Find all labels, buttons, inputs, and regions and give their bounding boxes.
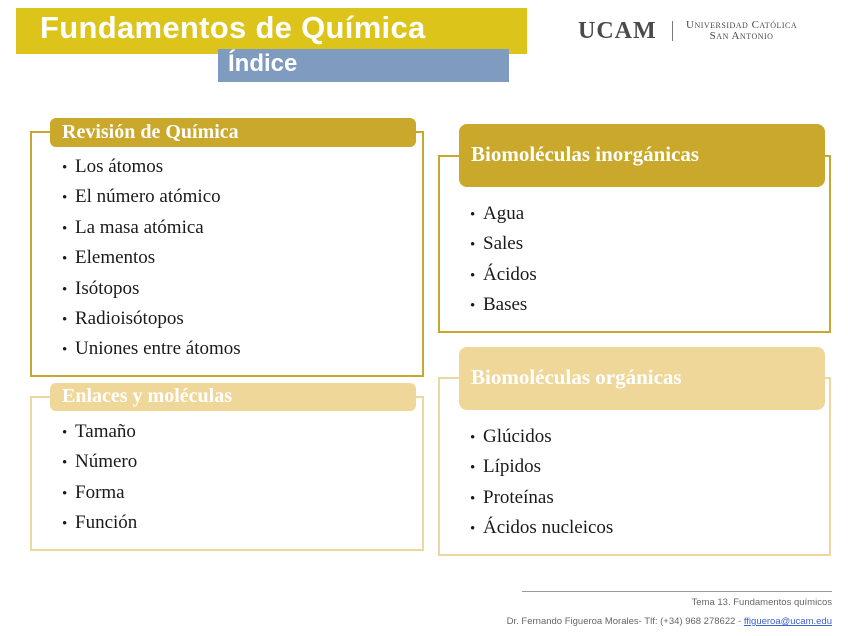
- logo-university-line1: Universidad Católica: [686, 19, 798, 31]
- list-item: • Lípidos: [470, 456, 542, 478]
- footer-contact-text: Dr. Fernando Figueroa Morales- Tlf: (+34) 968 278622 -: [506, 616, 744, 627]
- list-item: • Glúcidos: [470, 426, 552, 447]
- section-title-organicas: Biomoléculas orgánicas: [459, 347, 825, 410]
- list-item: • Elementos: [62, 247, 156, 269]
- list-item: • Proteínas: [470, 486, 554, 508]
- list-item: • Sales: [470, 233, 524, 255]
- section-list-revision: [62, 152, 241, 365]
- list-item: • El número atómico: [62, 186, 221, 208]
- logo-separator: [672, 21, 673, 41]
- list-item: • Ácidos nucleicos: [470, 517, 614, 539]
- section-title-inorganicas: Biomoléculas inorgánicas: [459, 124, 825, 187]
- list-item: • Bases: [470, 294, 528, 316]
- logo-mark: UCAM: [578, 18, 657, 44]
- list-item: • Forma: [62, 481, 125, 503]
- logo-university-line2: San Antonio: [709, 30, 774, 42]
- list-item: • Tamaño: [62, 421, 136, 442]
- list-item: • Agua: [470, 203, 525, 224]
- section-list-organicas: [470, 422, 613, 544]
- list-item: • Radioisótopos: [62, 307, 184, 329]
- list-item: • Los átomos: [62, 156, 164, 177]
- page-subtitle: Índice: [228, 50, 298, 77]
- footer-contact: [507, 616, 832, 627]
- footer-divider: [522, 591, 832, 592]
- section-list-inorganicas: [470, 199, 537, 321]
- page-title: Fundamentos de Química: [40, 10, 426, 45]
- list-item: • Función: [62, 512, 138, 534]
- list-item: • Isótopos: [62, 277, 140, 299]
- list-item: • La masa atómica: [62, 216, 204, 238]
- list-item: • Ácidos: [470, 263, 537, 285]
- section-list-enlaces: [62, 417, 137, 539]
- footer-topic: Tema 13. Fundamentos químicos: [691, 597, 832, 608]
- section-title-enlaces: Enlaces y moléculas: [50, 383, 416, 411]
- section-title-revision: Revisión de Química: [50, 118, 416, 147]
- footer-email-link[interactable]: ffigueroa@ucam.edu: [743, 616, 832, 627]
- list-item: • Uniones entre átomos: [62, 338, 241, 360]
- list-item: • Número: [62, 451, 138, 473]
- logo-university-name: [686, 20, 797, 42]
